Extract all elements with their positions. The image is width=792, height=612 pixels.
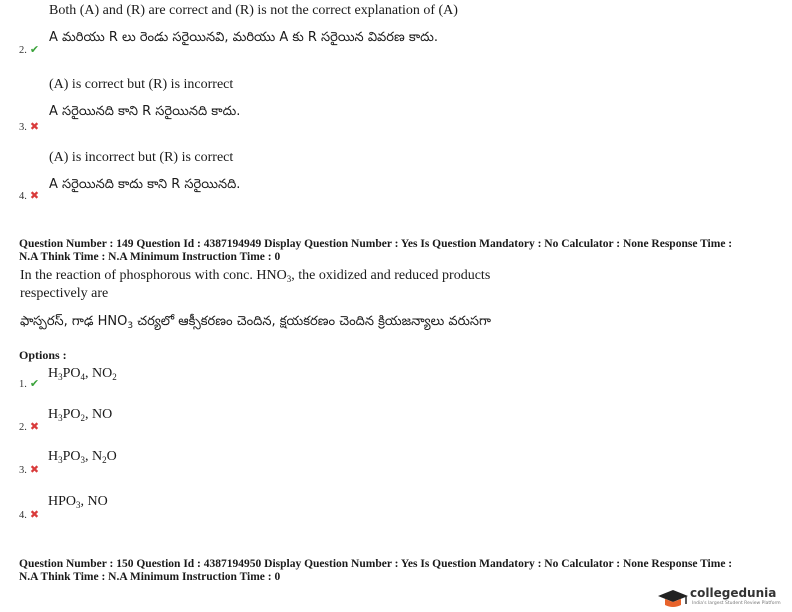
option-3-te: A సరైయినది కాని R సరైయినది కాదు. [49,104,241,119]
formula-part: H [48,366,59,381]
formula-part: , NO [85,407,113,422]
q149-option-4-text [48,494,108,510]
option-4-en: (A) is incorrect but (R) is correct [49,150,234,165]
formula-part: HPO [48,494,77,509]
formula-part: PO [62,407,81,422]
option-2-en: Both (A) and (R) are correct and (R) is not the correct explanation of (A) [49,3,458,18]
formula-sub: 2 [102,455,107,465]
formula-sub: 3 [76,500,81,510]
formula-sub: 2 [80,413,86,423]
q-text-part: , the oxidized and reduced products [291,268,491,283]
q149-option-3-marker [19,460,39,478]
q-text-part: ఫాస్పరస్, గాఢ HNO [20,314,128,329]
formula-sub: 3 [58,372,63,382]
q149-option-4-marker [19,505,39,523]
option-3-marker [19,117,39,135]
meta-line-1: Question Number : 149 Question Id : 4387194949 Display Question Number : Yes Is Question Mandatory : No Calculator : None Response Time : [19,238,733,250]
q149-option-1-marker [19,374,39,392]
option-4-marker [19,186,39,204]
check-icon: ✔ [29,44,40,56]
option-number: 2. [19,45,27,56]
question-149-text-en-line1 [20,268,490,284]
q-text-part: In the reaction of phosphorous with conc. HNO [20,268,287,283]
watermark-name: collegedunia [690,586,777,600]
formula-sub: 3 [80,455,86,465]
cross-icon: ✖ [29,421,40,433]
cross-icon: ✖ [29,121,40,133]
q-text-part: చర్యలో ఆక్సీకరణం చెందిన, క్షయకరణం చెందిన క్రియజన్యాలు వరుసగా [133,314,491,329]
option-2-te: A మరియు R లు రెండు సరైయినవి, మరియు A కు R సరైయిన వివరణ కాదు. [49,30,438,45]
question-149-text-en-line2: respectively are [20,286,109,301]
q149-option-1-text [48,366,117,382]
formula-sub: 2 [112,372,117,382]
option-number: 2. [19,422,27,433]
formula-part: PO [62,366,81,381]
option-number: 3. [19,122,27,133]
formula-part: , NO [80,494,108,509]
option-number: 1. [19,379,27,390]
option-3-en: (A) is correct but (R) is incorrect [49,77,234,92]
formula-sub: 3 [58,455,63,465]
formula-sub: 4 [80,372,86,382]
meta-line-2: N.A Think Time : N.A Minimum Instruction Time : 0 [19,571,281,583]
question-149-meta [19,238,732,264]
q149-option-3-text [48,449,117,465]
formula-part: H [48,449,59,464]
formula-part: H [48,407,59,422]
cross-icon: ✖ [29,190,40,202]
formula-part: PO [62,449,81,464]
formula-sub: 3 [58,413,63,423]
formula-part: , NO [85,366,113,381]
q-text-sub: 3 [286,274,292,284]
option-number: 3. [19,465,27,476]
question-149-text-te [20,314,491,332]
question-150-meta [19,558,732,584]
graduation-cap-icon [656,587,690,611]
option-number: 4. [19,191,27,202]
cross-icon: ✖ [29,509,40,521]
q149-option-2-text [48,407,112,423]
collegedunia-watermark [656,586,792,612]
option-number: 4. [19,510,27,521]
meta-line-1: Question Number : 150 Question Id : 4387194950 Display Question Number : Yes Is Question Mandatory : No Calculator : None Response Time : [19,558,733,570]
option-4-te: A సరైయినది కాదు కాని R సరైయినది. [49,177,241,192]
watermark-tagline: India's largest Student Review Platform [692,601,781,606]
option-2-marker [19,40,39,58]
cross-icon: ✖ [29,464,40,476]
check-icon: ✔ [29,378,40,390]
formula-part: O [106,449,117,464]
q149-option-2-marker [19,417,39,435]
meta-line-2: N.A Think Time : N.A Minimum Instruction Time : 0 [19,251,281,263]
q-text-sub: 3 [127,321,134,331]
formula-part: , N [85,449,103,464]
options-label: Options : [19,348,67,362]
